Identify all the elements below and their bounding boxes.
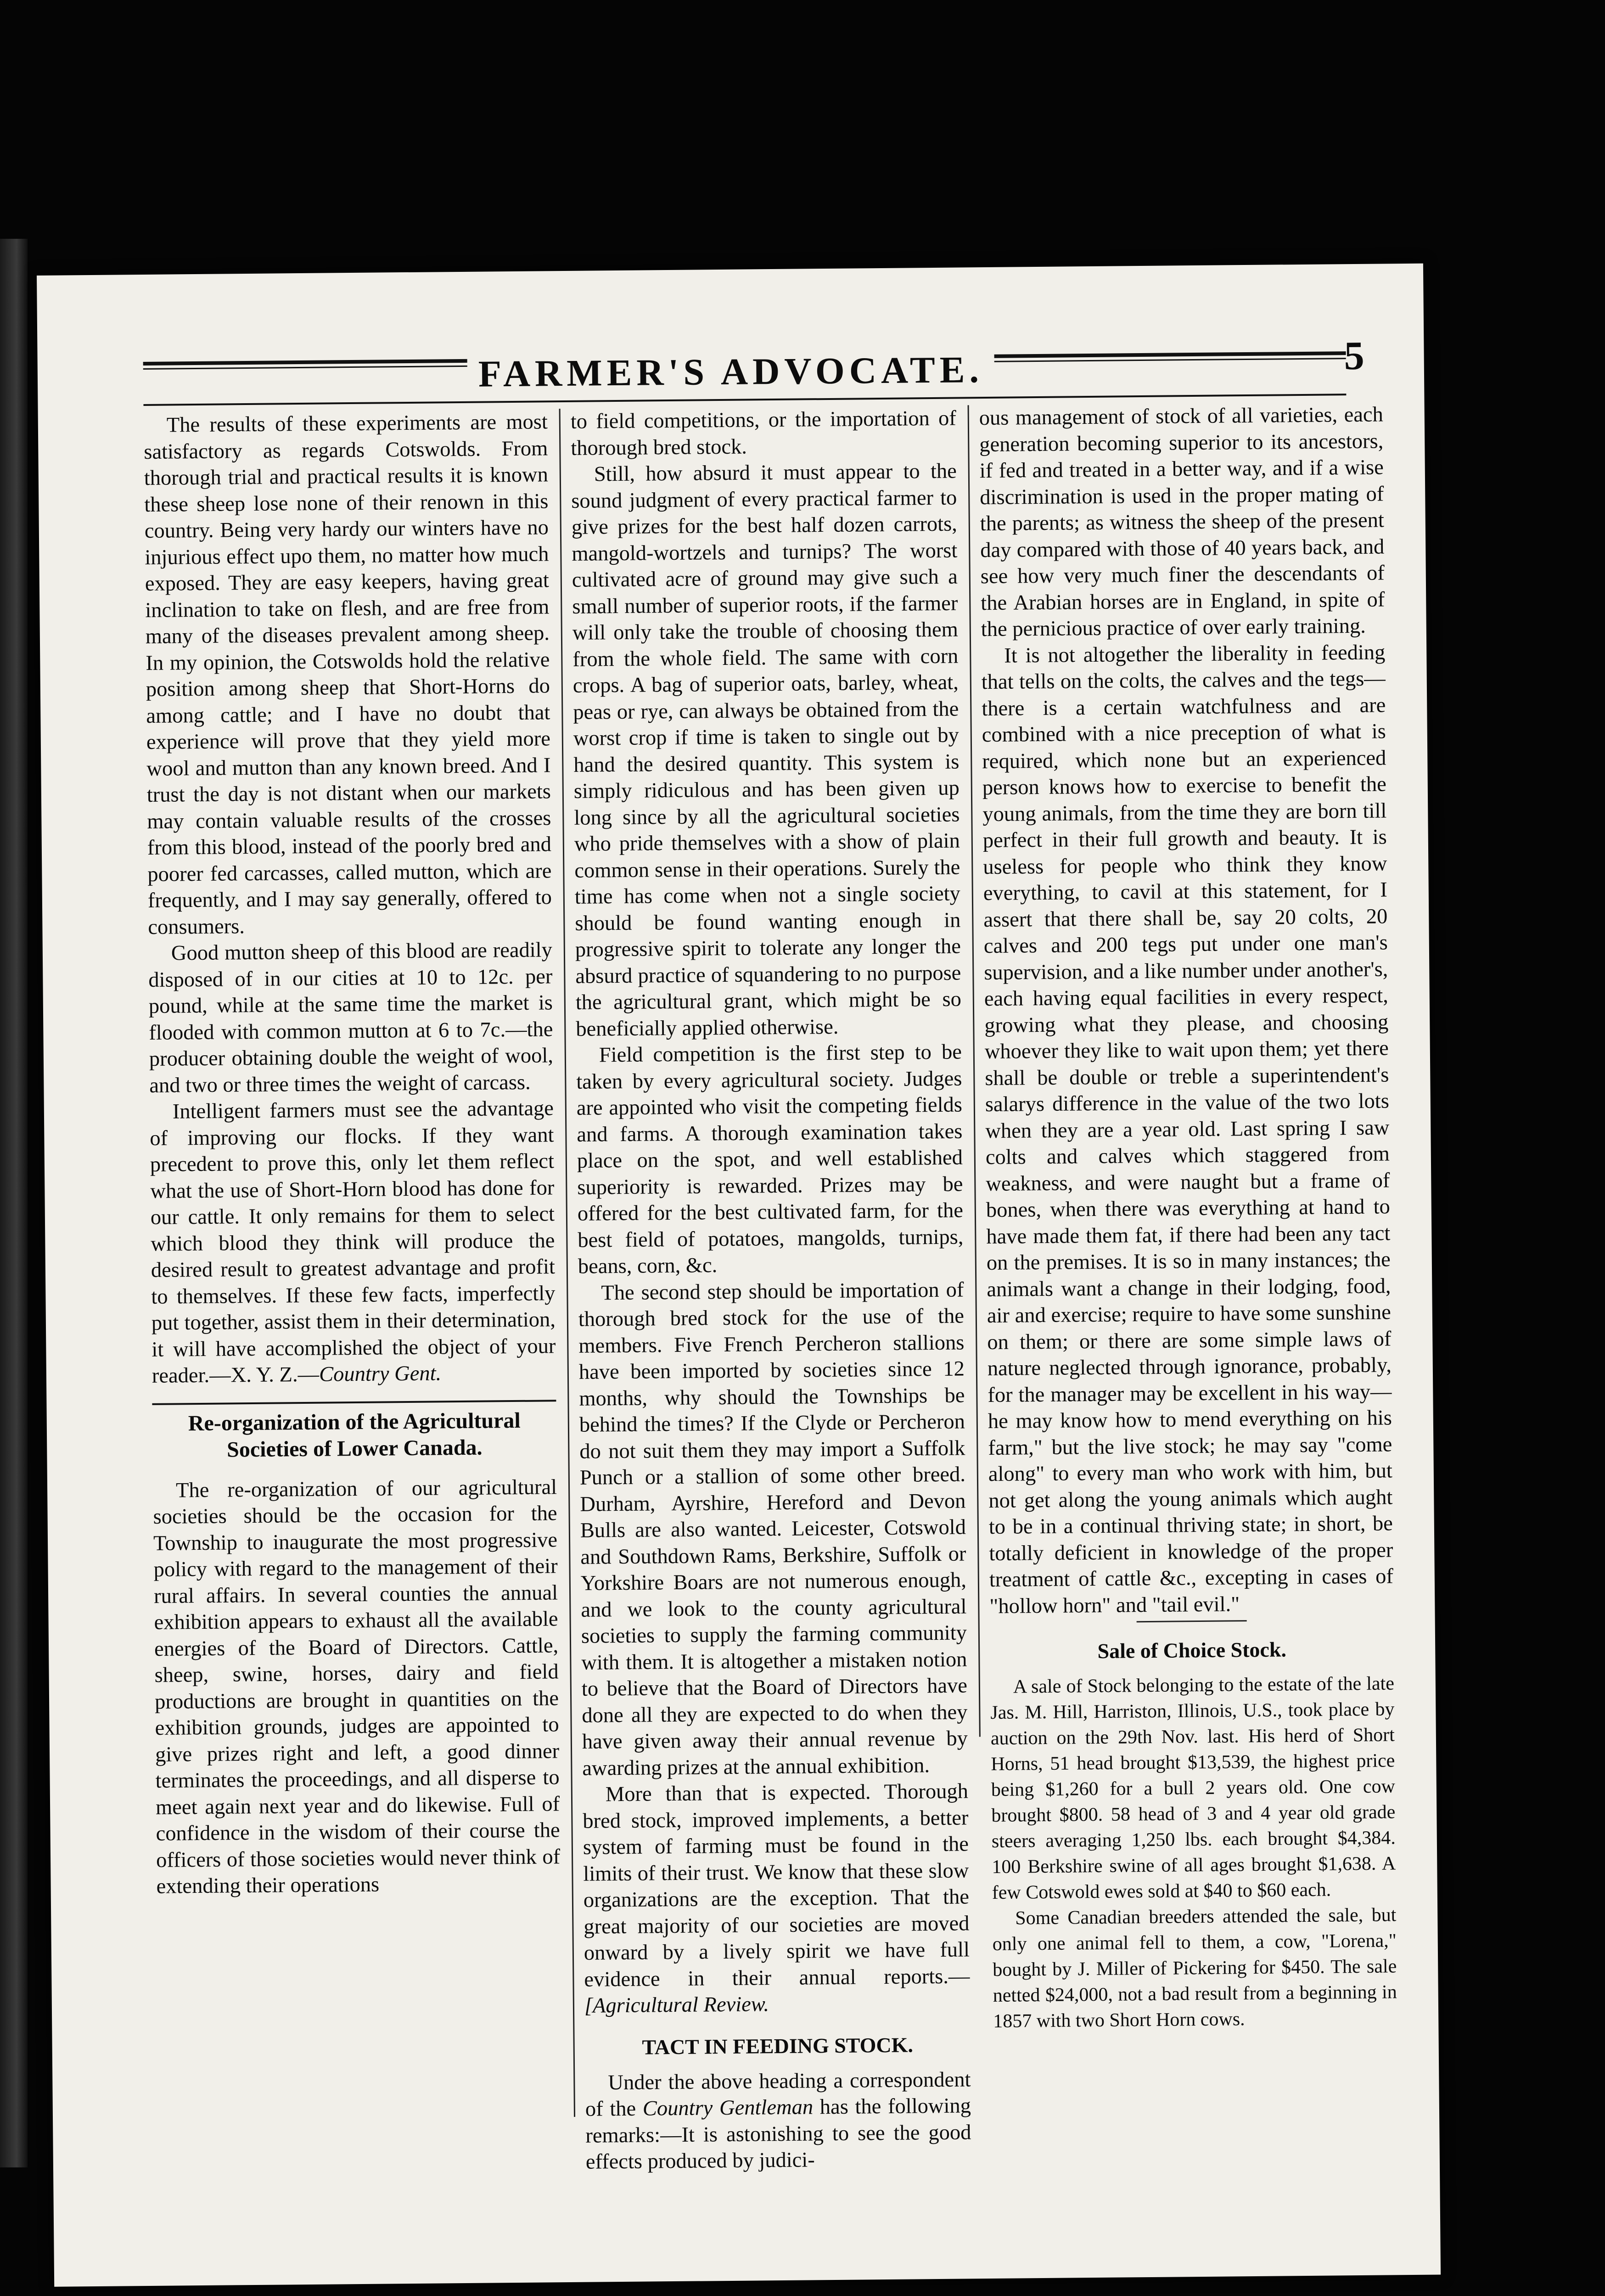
masthead xyxy=(38,344,1425,400)
scan-book-edge xyxy=(0,239,28,2167)
reorganization-paragraph-2: to field competitions, or the importation of thorough bred stock. xyxy=(570,406,957,460)
reorganization-paragraph-4: Field competition is the first step to be taken by every agricultural society. Judges are appointed who visit the competing fields and farms. A thorough examination takes place on the spot, and well established superiority is rewarded. Prizes may be offered for the best cultivated farm, for the best field of potatoes, mangolds, turnips, beans, corn, &c. xyxy=(576,1040,964,1278)
reorganization-paragraph-5: The second step should be importation of thorough bred stock for the use of the members. Five French Percheron stallions have been imported by societies since 12 months, why should the Townships be behind the times? If the Clyde or Percheron do not suit them they may import a Suffolk Punch or a stallion of some other breed. Durham, Ayrshire, Hereford and Devon Bulls are also wanted. Leicester, Cotswold and Southdown Rams, Berkshire, Suffolk or Yorkshire Boars are not numerous enough, and we look to the county agricultural societies to supply the farming community with them. It is altogether a mistaken notion to believe that the Board of Directors have done all they are expected to do when they have given away their annual revenue by awarding prizes at the annual exhibition. xyxy=(578,1277,968,1780)
reorganization-paragraph-6-text: More than that is expected. Thorough bred stock, improved implements, a better system of farming must be found in the limits of their trust. We know that these slow organizations are the exception. That the great majority of our societies are moved onward by a lively spirit we have full evidence in their annual reports.— xyxy=(583,1779,970,1992)
tact-paragraph-2: ous management of stock of all varieties, each generation becoming superior to its ancestors, if fed and treated in a better way, and if a wise discrimination is used in the proper mating of the parents; as witness the sheep of the present day compared with those of 40 years back, and see how very much finer the descendants of the Arabian horses are in England, in spite of the pernicious practice of over early training. xyxy=(979,403,1385,642)
reorganization-paragraph-1: The re-organization of our agricultural societies should be the occasion for the Township to inaugurate the most progressive policy with regard to the management of their rural affairs. In several counties the annual exhibition appears to exhaust all the available energies of the Board of Directors. Cattle, sheep, swine, horses, dairy and field productions are brought in quantities on the exhibition grounds, judges are appointed to give prizes right and left, a good dinner terminates the proceedings, and all disperse to meet again next year and do likewise. Full of confidence in the wisdom of their course the officers of those societies would never think of extending their operations xyxy=(153,1475,561,1898)
tact-paragraph-1 xyxy=(585,2066,971,2175)
column-2 xyxy=(571,405,972,2176)
page-number: 5 xyxy=(1344,333,1365,379)
tact-paragraph-1-a: Under the above heading a correspondent of the xyxy=(585,2067,971,2121)
reorganization-heading: Re-organization of the Agricultural Societies of Lower Canada. xyxy=(152,1400,556,1464)
cotswold-paragraph-3 xyxy=(150,1095,556,1389)
tact-paragraph-3: It is not altogether the liberality in feeding that tells on the colts, the calves and the tegs—there is a certain watchfulness and are combined with a nice preception of what is required, which none but an experienced person knows how to exercise to benefit the young animals, from the time they are born till perfect in their full growth and beauty. It is useless for people who think they know everything, to cavil at this statement, for I assert that there shall be, say 20 colts, 20 calves and 200 tegs put under one man's supervision, and a like number under another's, each having equal facilities in every respect, growing what they please, and choosing whoever they like to wait upon them; yet there shall be double or treble a superintendent's salarys difference in the value of the two lots when they are a year old. Last spring I saw colts and calves which staggered from weakness, and were naught but a frame of bones, when there was everything at hand to have made them fat, if there had been any tact on the premises. It is so in many instances; the animals want a change in their lodging, food, air and exercise; require to have some sunshine on them; or there are some simple laws of nature neglected through ignorance, probably, for the manager may be excellent in his way—he may know how to mend everything on his farm," but the live stock; he may say "come along" to every man who work with him, but not get along the young animals which aught to be in a continual thriving state; in short, be totally deficient in knowledge of the proper treatment of cattle &c., excepting in cases of "hollow horn" and "tail evil." xyxy=(981,640,1394,1618)
sale-paragraph-1: A sale of Stock belonging to the estate of the late Jas. M. Hill, Harriston, Illinois, U.S., took place by auction on the 29th Nov. last. His herd of Short Horns, 51 head brought $13,539, the highest price being $1,260 for a bull 2 years old. One cow brought $800. 58 head of 3 and 4 year old grade steers averaging 1,250 lbs. each brought $4,384. 100 Berkshire swine of all ages brought $1,638. A few Cotswold ewes sold at $40 to $60 each. xyxy=(990,1673,1396,1903)
column-3 xyxy=(979,401,1397,2034)
reorganization-paragraph-6 xyxy=(583,1778,970,2019)
newspaper-page xyxy=(37,264,1441,2287)
reorganization-paragraph-3: Still, how absurd it must appear to the sound judgment of every practical farmer to give prizes for the best half dozen carrots, mangold-wortzels and turnips? The worst cultivated acre of ground may give such a small number of superior roots, if the farmer will only take the trouble of choosing them from the whole field. The same with corn crops. A bag of superior oats, barley, wheat, peas or rye, can always be obtained from the worst crop if time is taken to single out by hand the desired quantity. This system is simply ridiculous and has been given up long since by all the agricultural societies who pride themselves with a show of plain common sense in their operations. Surely the time has come when not a single society should be found wanting enough in progressive spirit to tolerate any longer the absurd practice of squandering to no purpose the agricultural grant, which might be so beneficially applied otherwise. xyxy=(571,459,962,1041)
cotswold-paragraph-3-text: Intelligent farmers must see the advantage of improving our flocks. If they want precedent to prove this, only let them reflect what the use of Short-Horn blood has done for our cattle. It only remains for them to select which blood they think will produce the desired result to greatest advantage and profit to themselves. If these few facts, imperfectly put together, assist them in their determination, it will have accomplished the object of your reader.—X. Y. Z.— xyxy=(150,1097,556,1388)
cotswold-paragraph-1: The results of these experiments are most satisfactory as regards Cotswolds. From thorough trial and practical results it is known these sheep lose none of their renown in this country. Being very hardy our winters have no injurious effect upo them, no matter how much exposed. They are easy keepers, having great inclination to take on flesh, and are free from many of the diseases prevalent among sheep. In my opinion, the Cotswolds hold the relative position among sheep that Short-Horns do among cattle; and I have no doubt that experience will prove that they yield more wool and mutton than any known breed. And I trust the day is not distant when our markets may contain valuable results of the crosses from this blood, instead of the poorly bred and poorer fed carcasses, called mutton, which are frequently, and I may say generally, offered to consumers. xyxy=(144,410,552,939)
section-rule xyxy=(1137,1620,1247,1622)
column-1 xyxy=(144,409,561,1900)
cotswold-source: Country Gent. xyxy=(319,1362,442,1386)
column-divider-2 xyxy=(968,405,981,1737)
tact-paragraph-1-b: has the following remarks:—It is astonishing to see the good effects produced by judici- xyxy=(585,2094,971,2174)
sale-heading: Sale of Choice Stock. xyxy=(1097,1638,1287,1663)
tact-paragraph-1-em: Country Gentleman xyxy=(642,2095,814,2121)
sale-paragraph-2: Some Canadian breeders attended the sale, but only one animal fell to them, a cow, "Lorena," bought by J. Miller of Pickering for $450. The sale netted $24,000, not a bad result from a beginning in 1857 with two Short Horn cows. xyxy=(992,1904,1397,2032)
tact-heading: TACT IN FEEDING STOCK. xyxy=(642,2032,914,2059)
reorganization-source: [Agricultural Review. xyxy=(584,1992,769,2018)
cotswold-paragraph-2: Good mutton sheep of this blood are readily disposed of in our cities at 10 to 12c. per pound, while at the same time the market is flooded with common mutton at 6 to 7c.—the producer obtaining double the weight of wool, and two or three times the weight of carcass. xyxy=(148,938,554,1097)
masthead-title: FARMER'S ADVOCATE. xyxy=(467,349,994,395)
